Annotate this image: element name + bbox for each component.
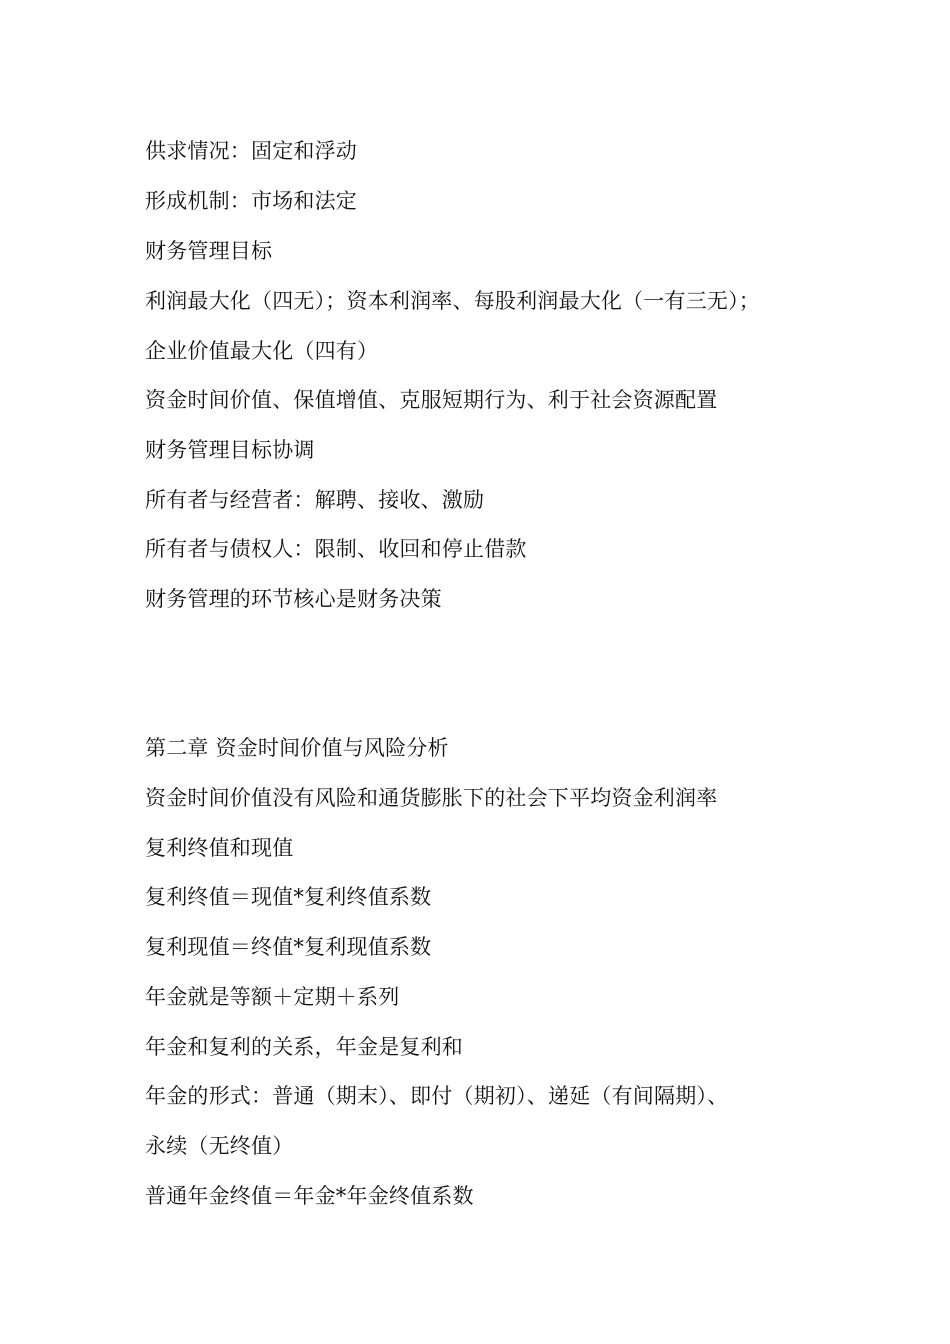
text-line: 年金就是等额＋定期＋系列 xyxy=(145,985,400,1009)
text-line: 复利终值＝现值*复利终值系数 xyxy=(145,885,432,909)
text-line: 年金和复利的关系，年金是复利和 xyxy=(145,1035,463,1059)
text-line: 财务管理目标 xyxy=(145,239,273,263)
text-line: 资金时间价值、保值增值、克服短期行为、利于社会资源配置 xyxy=(145,388,718,412)
text-line: 所有者与债权人：限制、收回和停止借款 xyxy=(145,537,527,561)
text-line: 年金的形式：普通（期末）、即付（期初）、递延（有间隔期）、 xyxy=(145,1084,729,1108)
text-line: 资金时间价值没有风险和通货膨胀下的社会下平均资金利润率 xyxy=(145,786,718,810)
text-line: 财务管理目标协调 xyxy=(145,438,315,462)
text-line: 所有者与经营者：解聘、接收、激励 xyxy=(145,488,485,512)
text-line: 复利现值＝终值*复利现值系数 xyxy=(145,935,432,959)
text-line: 形成机制：市场和法定 xyxy=(145,189,357,213)
text-line: 复利终值和现值 xyxy=(145,836,294,860)
text-line: 企业价值最大化（四有） xyxy=(145,339,379,363)
text-line: 利润最大化（四无）；资本利润率、每股利润最大化（一有三无）； xyxy=(145,289,760,313)
chapter-heading: 第二章 资金时间价值与风险分析 xyxy=(145,736,449,760)
text-line: 永续（无终值） xyxy=(145,1134,294,1158)
text-line: 普通年金终值＝年金*年金终值系数 xyxy=(145,1184,474,1208)
text-line: 财务管理的环节核心是财务决策 xyxy=(145,587,442,611)
text-line: 供求情况：固定和浮动 xyxy=(145,139,357,163)
